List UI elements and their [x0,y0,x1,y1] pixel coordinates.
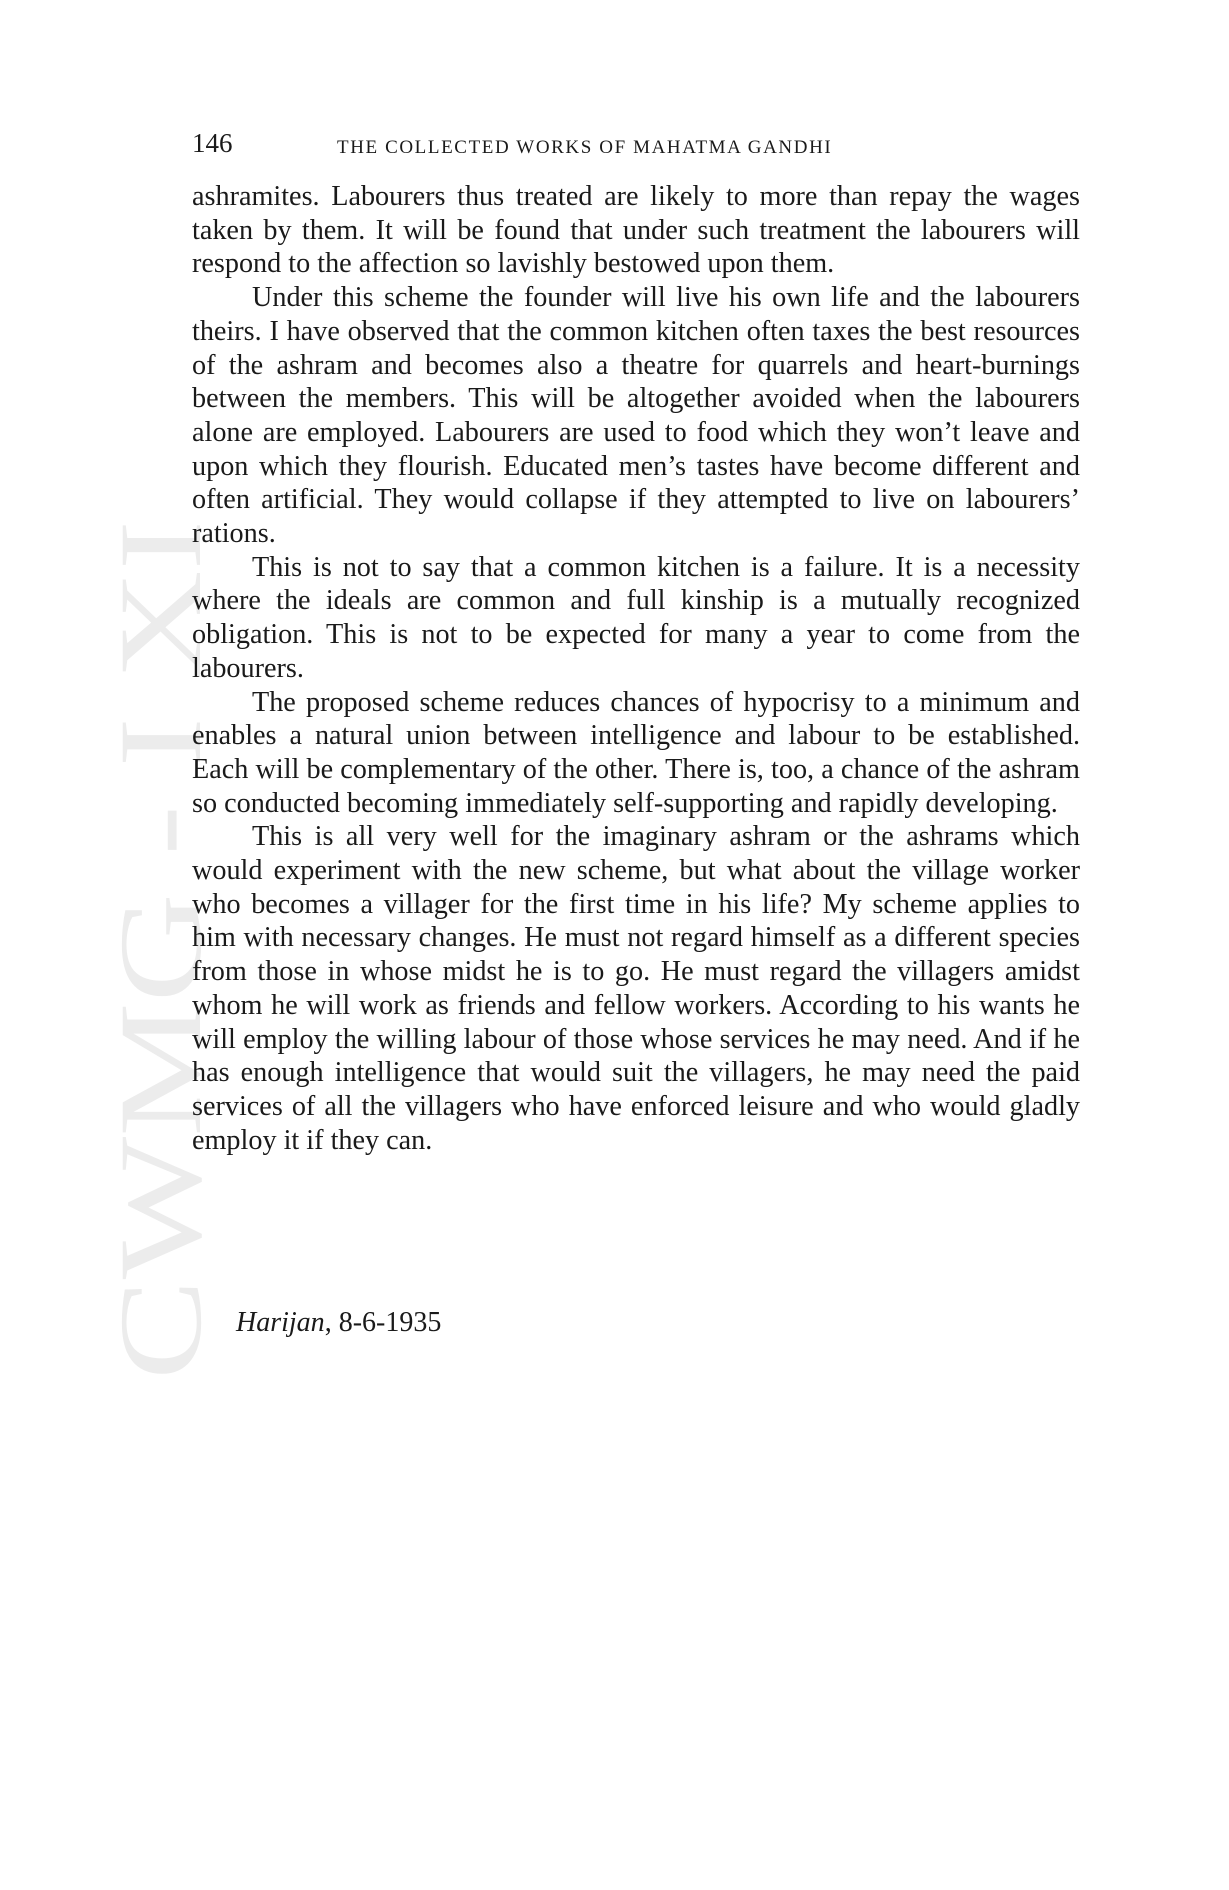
paragraph: This is all very well for the imaginary ashram or the ashrams which would experiment with the new scheme, but what about the village worker who becomes a villager for the first time in his life? My scheme applies to him with necessary changes. He must not regard himself as a different species from those in whose midst he is to go. He must regard the villagers amidst whom he will work as friends and fellow workers. According to his wants he will employ the willing labour of those whose services he may need. And if he has enough intelligence that would suit the villagers, he may need the paid services of all the villagers who have enforced leisure and who would gladly employ it if they can. [192,821,1080,1156]
page-number: 146 [192,128,233,158]
paragraph: The proposed scheme reduces chances of hypocrisy to a minimum and enables a natural union between intelligence and labour to be established. Each will be complementary of the other. There is, too, a chance of the ashram so conducted becoming immediately self-supporting and rapidly developing. [192,686,1080,819]
source-date: 8-6-1935 [338,1307,442,1338]
source-citation [236,1307,441,1339]
watermark-text: CWMG - I XI [95,708,226,1380]
paragraph: This is not to say that a common kitchen is a failure. It is a necessity where the ideals are common and full kinship is a mutually recognized obligation. This is not to be expected for many a year to come from the labourers. [192,551,1080,684]
source-separator: , [324,1307,339,1338]
page-header [192,128,1082,168]
paragraph: Under this scheme the founder will live his own life and the labourers theirs. I have observed that the common kitchen often taxes the best resources of the ashram and becomes also a theatre for quarrels and heart-burnings between the members. This will be altogether avoided when the labourers alone are employed. Labourers are used to food which they won’t leave and upon which they flourish. Educated men’s tastes have become different and often artificial. They would collapse if they attempted to live on labourers’ rations. [192,282,1080,550]
paragraph: ashramites. Labourers thus treated are likely to more than repay the wages taken by them. It will be found that under such treatment the labourers will respond to the affection so lavishly bestowed upon them. [192,181,1080,280]
running-head: THE COLLECTED WORKS OF MAHATMA GANDHI [337,137,833,158]
source-publication: Harijan [236,1307,325,1338]
body-text [192,180,1080,1157]
